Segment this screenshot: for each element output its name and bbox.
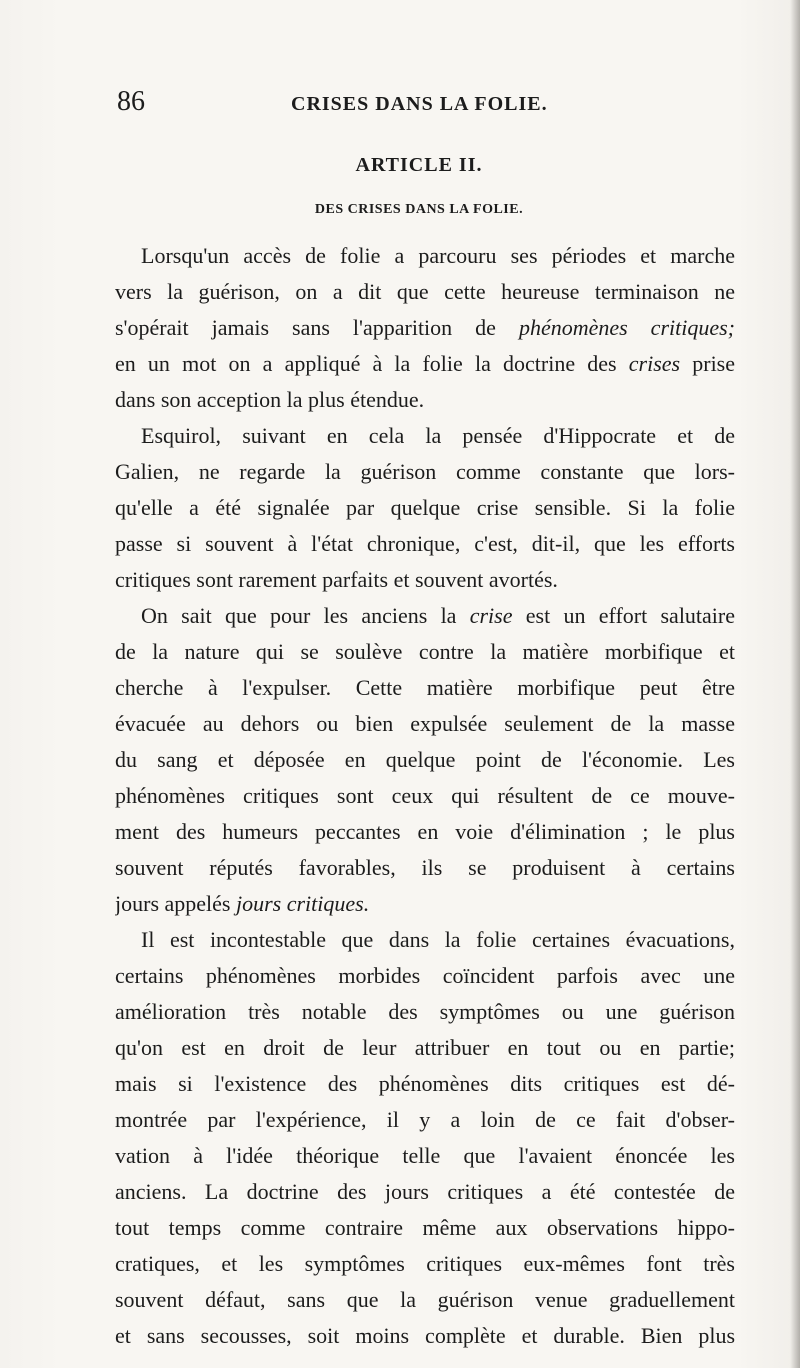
running-head xyxy=(117,86,677,122)
text-line: vation à l'idée théorique telle que l'avaient énoncée les xyxy=(115,1143,735,1168)
article-subheading xyxy=(0,202,800,218)
text-line: anciens. La doctrine des jours critiques a été contestée de xyxy=(115,1179,735,1204)
text-line: Esquirol, suivant en cela la pensée d'Hippocrate et de xyxy=(141,423,735,448)
article-heading-text: ARTICLE II. xyxy=(355,154,483,176)
text-line: en un mot on a appliqué à la folie la doctrine des crises prise xyxy=(115,351,735,376)
text-line: évacuée au dehors ou bien expulsée seulement de la masse xyxy=(115,711,735,736)
text-line: s'opérait jamais sans l'apparition de phénomènes critiques; xyxy=(115,315,735,340)
text-line: cherche à l'expulser. Cette matière morbifique peut être xyxy=(115,675,735,700)
text-line: ment des humeurs peccantes en voie d'élimination ; le plus xyxy=(115,819,735,844)
article-heading xyxy=(0,154,800,177)
page-number: 86 xyxy=(117,86,145,117)
text-line: qu'on est en droit de leur attribuer en tout ou en partie; xyxy=(115,1035,735,1060)
text-line: de la nature qui se soulève contre la matière morbifique et xyxy=(115,639,735,664)
text-line: du sang et déposée en quelque point de l'économie. Les xyxy=(115,747,735,772)
text-line: souvent défaut, sans que la guérison venue graduellement xyxy=(115,1287,735,1312)
text-line: mais si l'existence des phénomènes dits critiques est dé- xyxy=(115,1071,735,1096)
text-line: amélioration très notable des symptômes ou une guérison xyxy=(115,999,735,1024)
text-line: Lorsqu'un accès de folie a parcouru ses périodes et marche xyxy=(141,243,735,268)
text-line: dans son acception la plus étendue. xyxy=(115,387,425,412)
text-line: vers la guérison, on a dit que cette heureuse terminaison ne xyxy=(115,279,735,304)
text-line: Il est incontestable que dans la folie certaines évacuations, xyxy=(141,927,735,952)
text-line: montrée par l'expérience, il y a loin de ce fait d'obser- xyxy=(115,1107,735,1132)
text-line: critiques sont rarement parfaits et souvent avortés. xyxy=(115,567,558,592)
text-line: jours appelés jours critiques. xyxy=(115,891,370,916)
text-line: cratiques, et les symptômes critiques eux-mêmes font très xyxy=(115,1251,735,1276)
text-line: qu'elle a été signalée par quelque crise sensible. Si la folie xyxy=(115,495,735,520)
text-line: tout temps comme contraire même aux observations hippo- xyxy=(115,1215,735,1240)
text-line: passe si souvent à l'état chronique, c'est, dit-il, que les efforts xyxy=(115,531,735,556)
article-subheading-text: DES CRISES DANS LA FOLIE. xyxy=(314,202,524,217)
body-text xyxy=(115,238,735,1354)
text-line: On sait que pour les anciens la crise est un effort salutaire xyxy=(141,603,735,628)
running-head-title: CRISES DANS LA FOLIE. xyxy=(291,93,548,115)
text-line: souvent réputés favorables, ils se produisent à certains xyxy=(115,855,735,880)
text-line: certains phénomènes morbides coïncident parfois avec une xyxy=(115,963,735,988)
text-line: et sans secousses, soit moins complète et durable. Bien plus xyxy=(115,1323,735,1348)
text-line: Galien, ne regarde la guérison comme constante que lors- xyxy=(115,459,735,484)
text-line: phénomènes critiques sont ceux qui résultent de ce mouve- xyxy=(115,783,735,808)
